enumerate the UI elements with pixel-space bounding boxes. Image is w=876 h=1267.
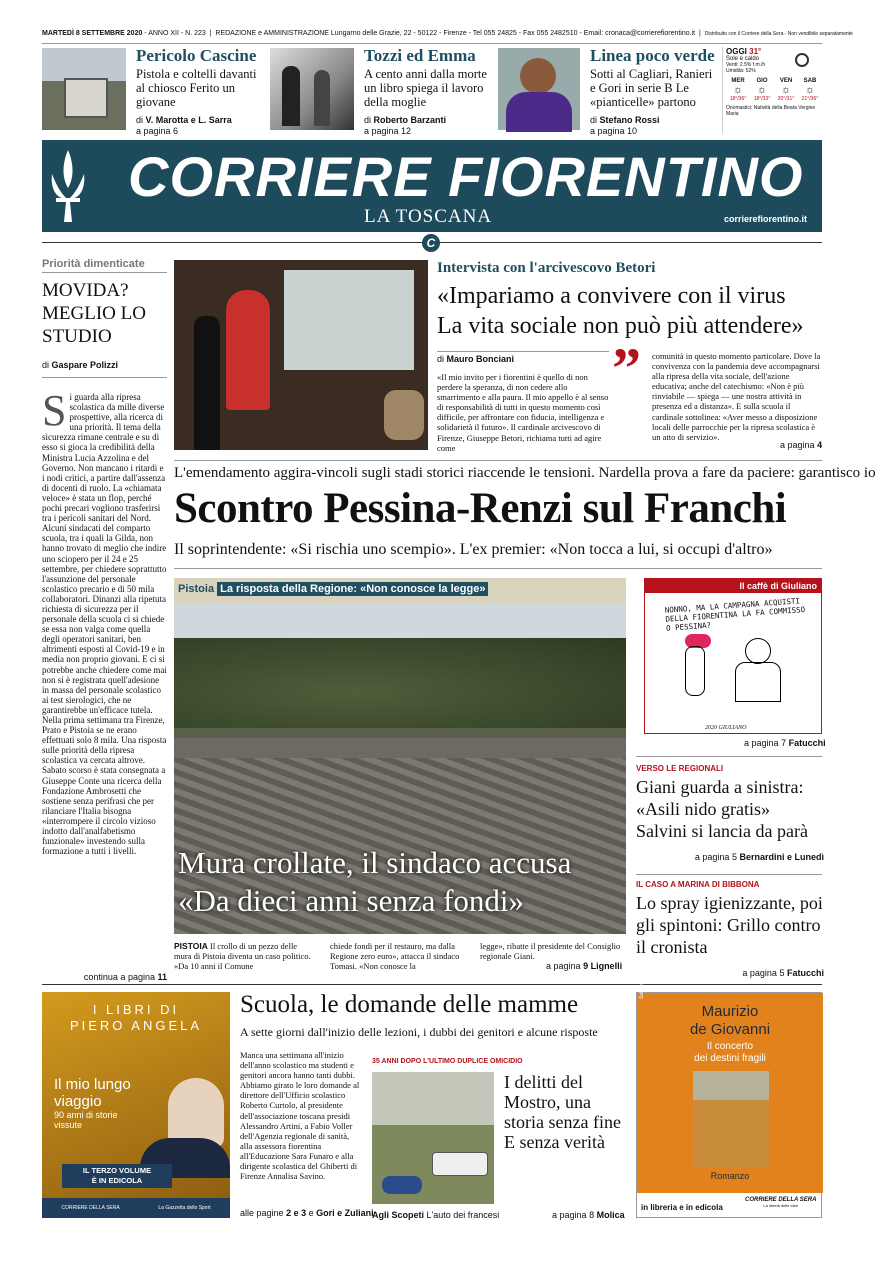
betori-page[interactable]: a pagina 4 <box>780 440 823 450</box>
teaser-title: Linea poco verde <box>590 46 715 65</box>
weather-today-label: OGGI <box>726 47 747 56</box>
divider <box>174 460 822 461</box>
ad-book-cover-image <box>693 1071 769 1167</box>
ad-book-title-2: dei destini fragili <box>694 1053 766 1064</box>
cartoon-header: Il caffè di Giuliano <box>645 579 821 593</box>
ad-title-1: I LIBRI DI <box>92 1002 180 1017</box>
ad-author-2: de Giovanni <box>689 1021 771 1038</box>
teaser-body: Sotti al Cagliari, Ranieri e Gori in serie B Le «pianticelle» partono <box>590 67 713 109</box>
pistoia-subtag: La risposta della Regione: «Non conosce la legge» <box>217 582 488 596</box>
forecast-day: VEN ☼ 20°/31° <box>774 78 798 102</box>
divider <box>174 568 822 569</box>
teaser-cascine[interactable]: Pericolo Cascine Pistola e coltelli davanti al chiosco Ferito un giovane di V. Marotta e L. Sarra a pagina 6 <box>136 47 261 137</box>
distribution-note: Distribuito con il Corriere della Sera - Non vendibile separatamente <box>704 31 853 37</box>
betori-byline: di Mauro Bonciani <box>437 351 609 365</box>
ad-genre: Romanzo <box>710 1171 750 1181</box>
sun-icon: ☼ <box>780 84 792 96</box>
betori-photo <box>174 260 428 450</box>
ad-de-giovanni[interactable] <box>636 979 822 1218</box>
ad-logo: CORRIERE DELLA SERA <box>745 1197 817 1203</box>
sun-icon: ☼ <box>732 84 744 96</box>
lead-overline: L'emendamento aggira-vincoli sugli stadi storici riaccende le tensioni. Nardella prova a fare da paciere: garantisco io <box>174 465 876 481</box>
teaser-title: Tozzi ed Emma <box>364 46 476 65</box>
quote-marks-icon: ” <box>612 336 641 401</box>
sun-icon <box>795 53 809 67</box>
ad-bottom: in libreria e in edicola <box>641 1203 723 1212</box>
cartoon-speech: NONNO, MA LA CAMPAGNA ACQUISTI DELLA FIORENTINA LA FA COMMISSO O PESSINA? <box>664 596 806 633</box>
forecast-day: MER ☼ 18°/36° <box>726 78 750 102</box>
editorial-column: Priorità dimenticate MOVIDA? MEGLIO LO STUDIO di Gaspare Polizzi Si guarda alla ripresa scolastica da mille diverse prospettive, alla ricerca di una priorità. Il tema della sicurezza rimane centrale e su di esso si gioca la credibilità della Ministra Lucia Azzolina e del Governo. Non mancano i ritardi e i nodi critici, a partire dall'assenza di docenti di ruolo. La «chiamata veloce» è stata un flop, perché pochi precari vogliono trasferirsi tra i pericoli sanitari del Nord. Alcuni sindacati del comparto scuola, tra i quali la Gilda, non hanno trovato di meglio che indire uno sciopero per il 24 e 25 settembre, per chiedere soprattutto l'assunzione del personale scolastico precario e di 50 mila collaboratori. Dinanzi alla ripetuta richiesta di sicurezza per il personale della scuola ci si chiede se essa non valga come quella degli operatori sanitari, ben altrimenti esposti al Covid-19 e in media non proprio giovani. E ci si potrebbe anche chiedere come mai non si è registrata quell'adesione in massa del personale scolastico ai test sierologici, che ne garantirebbe un'efficace tutela. Nella prima settimana tra Firenze, Prato e Pistoia se ne erano effettuati solo 8 mila. Una risposta sulle priorità della ripresa scolastica va cercata altrove. Sabato scorso è stata consegnata a Giuseppe Conte una ricerca della Fondazione Ambrosetti che sostiene senza perifrasi che per rilanciare l'Italia bisogna «interrompere il circolo vizioso indotto dall'analfabetismo funzionale» investendo sulla formazione a tutti i livelli. continua a pagina 11 <box>42 258 167 982</box>
teaser-title: Pericolo Cascine <box>136 46 257 65</box>
regionali-kicker: VERSO LE REGIONALI <box>636 764 724 773</box>
ad-book-title-1: Il concerto <box>706 1041 754 1052</box>
lead-headline[interactable]: Scontro Pessina-Renzi sul Franchi <box>174 485 787 532</box>
teaser-authors: V. Marotta e L. Sarra <box>145 115 232 125</box>
c-emblem-icon: C <box>422 234 440 252</box>
masthead-subtitle: LA TOSCANA <box>364 206 493 227</box>
editorial-headline[interactable]: MOVIDA? MEGLIO LO STUDIO <box>42 280 146 347</box>
cartoon-page[interactable]: a pagina 7 Fatucchi <box>744 738 826 748</box>
bibbona-article[interactable]: IL CASO A MARINA DI BIBBONA Lo spray igienizzante, poi gli spintoni: Grillo contro il cronista a pagina 5 Fatucchi <box>636 880 824 978</box>
scuola-pages[interactable]: alle pagine 2 e 3 e Gori e Zuliani <box>240 1208 374 1218</box>
ad-publisher: Solferino <box>639 979 645 999</box>
scuola-subhead: A sette giorni dall'inizio delle lezioni, i dubbi dei genitori e alcune risposte <box>240 1025 598 1039</box>
weather-today-temp: 31° <box>749 47 762 56</box>
cartoon-figures-icon <box>645 628 821 708</box>
cartoon-signature: 2020 GIULIANO <box>705 725 747 731</box>
regionali-article[interactable]: VERSO LE REGIONALI Giani guarda a sinistra: «Asili nido gratis» Salvini si lancia da parà a pagina 5 Bernardini e Lunedì <box>636 764 824 862</box>
editorial-continue[interactable]: continua a pagina 11 <box>83 972 167 982</box>
teaser-page: a pagina 10 <box>590 126 638 136</box>
issue-number: ANNO XII - N. 223 <box>148 30 206 37</box>
weather-humidity: Umidità: 52% <box>726 68 756 74</box>
divider <box>636 874 822 875</box>
ad-band: IL TERZO VOLUME È IN EDICOLA <box>62 1164 172 1188</box>
divider <box>42 984 822 985</box>
editorial-author: Gaspare Polizzi <box>51 360 119 370</box>
bibbona-kicker: IL CASO A MARINA DI BIBBONA <box>636 880 760 889</box>
ad-piero-angela[interactable]: I LIBRI DI PIERO ANGELA Il mio lungo viaggio 90 anni di storie vissute IL TERZO VOLUME È IN EDICOLA CORRIERE DELLA SERA La Gazzetta dello Sport <box>42 992 230 1218</box>
editorial-body: Si guarda alla ripresa scolastica da mille diverse prospettive, alla ricerca di una priorità. Il tema della sicurezza rimane centrale e su di esso si gioca la credibilità della Ministra Lucia Azzolina e del Governo. Non mancano i ritardi e i nodi critici, a partire dall'assenza di docenti di ruolo. La «chiamata veloce» è stata un flop, perché pochi precari vogliono trasferirsi tra i pericoli sanitari del Nord. Alcuni sindacati del comparto scuola, tra i quali la Gilda, non hanno trovato di meglio che indire uno sciopero per il 24 e 25 settembre, per chiedere soprattutto l'assunzione del personale scolastico precario e di 50 mila collaboratori. Dinanzi alla ripetuta richiesta di sicurezza per il personale della scuola ci si chiede se essa non valga come quella degli operatori sanitari, ben altrimenti esposti al Covid-19 e in media non proprio giovani. E ci si potrebbe anche chiedere come mai non si è registrata quell'adesione in massa del personale scolastico ai test sierologici, che ne garantirebbe un'efficace tutela. Nella prima settimana tra Firenze, Prato e Pistoia se ne erano effettuati solo 8 mila. Una risposta sulle priorità della ripresa scolastica va cercata altrove. Sabato scorso è stata consegnata a Giuseppe Conte una ricerca della Fondazione Ambrosetti che sostiene senza perifrasi che per rilanciare l'Italia bisogna «interrompere il circolo vizioso indotto dall'analfabetismo funzionale» investendo sulla formazione a tutti i livelli. <box>42 386 167 857</box>
betori-kicker: Intervista con l'arcivescovo Betori <box>437 260 656 276</box>
pistoia-page[interactable]: a pagina 9 Lignelli <box>546 961 623 971</box>
pistoia-col3: legge», ribatte il presidente del Consiglio regionale Giani. <box>480 941 621 962</box>
cartoon-box <box>644 578 822 734</box>
teaser-authors: Stefano Rossi <box>599 115 660 125</box>
issue-date: MARTEDÌ 8 SETTEMBRE 2020 <box>42 30 143 37</box>
tozzi-photo <box>270 48 354 130</box>
top-info-bar: MARTEDÌ 8 SETTEMBRE 2020 - ANNO XII - N. 223 | REDAZIONE e AMMINISTRAZIONE Lungarno delle Grazie, 22 - 50122 - Firenze - Tel 055 24825 - Fax 055 2482510 - Email: cronaca@corrierefiorentino.it | Distribuito con il Corriere della Sera - Non vendibile separatamente <box>42 30 822 44</box>
dropcap: S <box>42 386 67 435</box>
weather-forecast <box>726 78 822 102</box>
pistoia-photo <box>174 578 626 934</box>
forecast-day: SAB ☼ 21°/36° <box>798 78 822 102</box>
ad-logo-corriere: CORRIERE DELLA SERA <box>61 1205 120 1211</box>
sun-icon: ☼ <box>756 84 768 96</box>
betori-headline: «Impariamo a convivere con il virus La vita sociale non può più attendere» <box>437 283 804 339</box>
pistoia-col1: PISTOIA Il crollo di un pezzo delle mura di Pistoia diventa un caso politico. «Da 10 anni il Comune <box>174 941 311 972</box>
mostro-photo <box>372 1072 494 1204</box>
mostro-caption: Agli Scopeti L'auto dei francesi <box>372 1210 500 1220</box>
teaser-body: A cento anni dalla morte un libro spiega il lavoro della moglie <box>364 67 487 109</box>
teaser-body: Pistola e coltelli davanti al chiosco Ferito un giovane <box>136 67 257 109</box>
ad-author-1: Maurizio <box>701 1003 759 1020</box>
ad-logo-gazzetta: La Gazzetta dello Sport <box>158 1205 211 1211</box>
weather-wind: Venti: 2.5% f.m./h <box>726 62 766 68</box>
teaser-page: a pagina 12 <box>364 126 412 136</box>
mostro-headline[interactable]: I delitti del Mostro, una storia senza fine E senza verità <box>504 1072 621 1152</box>
lead-subhead: Il soprintendente: «Si rischia uno scempio». L'ex premier: «Non tocca a lui, si occupi d'altro» <box>174 541 773 558</box>
pistoia-col2: chiede fondi per il restauro, ma dalla Regione zero euro», attacca il sindaco Tomasi. «Non conosce la <box>330 941 460 972</box>
cascine-photo <box>42 48 126 130</box>
betori-col2: comunità in questo momento particolare. Dove la convivenza con la pandemia deve accompagnarsi alla ripresa della vita sociale, dell'azione educativa; anche del catechismo: «Non è più rinviabile — spiega — une nostra attività in presenza ed a distanza». E sulla scuola il cardinale sottolinea: «Aver messo a disposizione locali delle parrocchie per la ripresa scolastica è un atto di servizio». <box>652 351 821 442</box>
divider <box>636 756 822 757</box>
lily-emblem-icon <box>46 144 90 228</box>
teaser-tozzi[interactable]: Tozzi ed Emma A cento anni dalla morte un libro spiega il lavoro della moglie di Roberto Barzanti a pagina 12 <box>364 47 489 137</box>
betori-col1: «Il mio invito per i fiorentini è quello di non perdere la speranza, di non cedere allo smarrimento e alla paura. Il mio appello è al senso di responsabilità di tutti in questo momento così difficile, per affrontare con fiducia, intelligenza e solidarietà il futuro». Il cardinale arcivescovo di Firenze, Giuseppe Betori, richiama tutti ad agire come <box>437 372 609 453</box>
sun-icon: ☼ <box>804 84 816 96</box>
pistoia-tag: Pistoia <box>178 583 215 595</box>
ad-logo-sub: La libertà delle idee <box>763 1203 799 1208</box>
masthead <box>42 140 822 232</box>
masthead-title: CORRIERE FIORENTINO <box>128 145 804 208</box>
redazione-info: REDAZIONE e AMMINISTRAZIONE Lungarno delle Grazie, 22 - 50122 - Firenze - Tel 055 24825 - Fax 055 2482510 - Email: cronaca@corrierefiorentino.it <box>215 30 696 37</box>
pistoia-headline[interactable]: Mura crollate, il sindaco accusa «Da dieci anni senza fondi» <box>178 845 572 918</box>
editorial-kicker: Priorità dimenticate <box>42 258 167 273</box>
weather-today-desc: Sole e caldo <box>726 56 760 62</box>
sottil-photo <box>498 48 580 130</box>
weather-box <box>722 47 822 133</box>
ad-tagline: Il mio lungo <box>54 1076 131 1093</box>
site-url[interactable]: corrierefiorentino.it <box>724 214 808 224</box>
regionali-headline: Giani guarda a sinistra: «Asili nido gratis» Salvini si lancia da parà <box>636 777 808 841</box>
onomastici: Onomastici: Natività della Beata Vergine Maria <box>726 105 816 117</box>
mostro-page[interactable]: a pagina 8 Molica <box>552 1210 625 1220</box>
scuola-body: Manca una settimana all'inizio dell'anno scolastico ma studenti e genitori ancora hanno tanti dubbi. Abbiamo girato le loro domande al direttore dell'Ufficio scolastico Roberto Curtolo, al presidente dell'associazione toscana presidi Alessandro Artini, a Fabio Voller dell'Agenzia regionale di sanità, alla assessora fiorentina all'Educazione Sara Funaro e alla dirigente scolastica del Ghiberti di Firenze Annalisa Savino. <box>240 1050 360 1182</box>
mostro-kicker: 35 ANNI DOPO L'ULTIMO DUPLICE OMICIDIO <box>372 1058 523 1065</box>
bibbona-headline: Lo spray igienizzante, poi gli spintoni: Grillo contro il cronista <box>636 893 823 957</box>
teaser-authors: Roberto Barzanti <box>373 115 447 125</box>
betori-article[interactable] <box>437 259 822 341</box>
teaser-linea[interactable]: Linea poco verde Sotti al Cagliari, Ranieri e Gori in serie B Le «pianticelle» partono di Stefano Rossi a pagina 10 <box>590 47 718 137</box>
teaser-page: a pagina 6 <box>136 126 179 136</box>
forecast-day: GIO ☼ 18°/33° <box>750 78 774 102</box>
ad-title-2: PIERO ANGELA <box>69 1018 203 1033</box>
scuola-headline[interactable]: Scuola, le domande delle mamme <box>240 991 579 1018</box>
